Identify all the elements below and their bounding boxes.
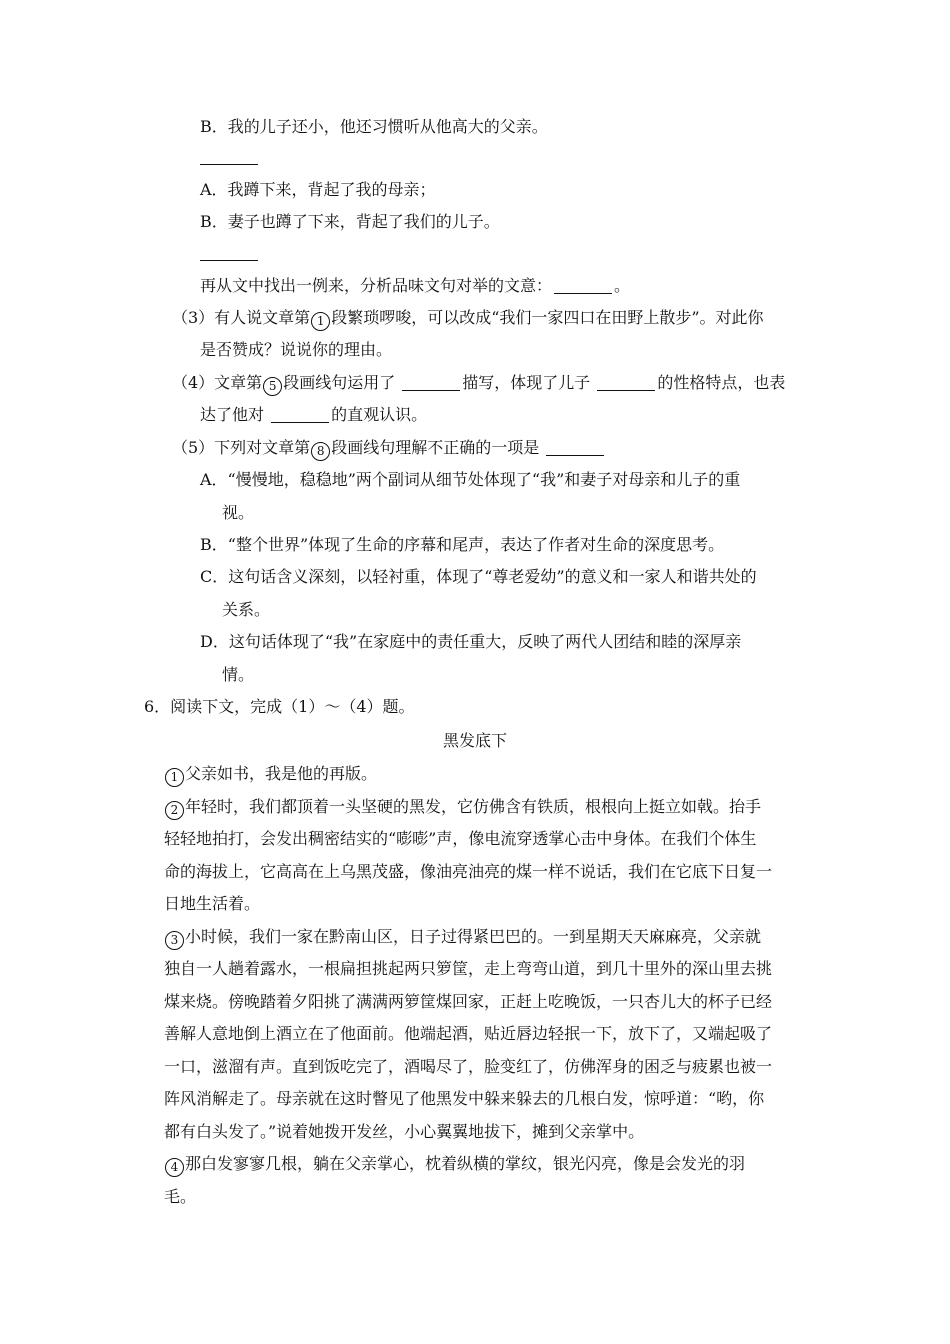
paragraph-1: 1 父亲如书，我是他的再版。 [164,764,377,787]
paragraph-3-line-7: 都有白头发了。”说着她拨开发丝，小心翼翼地拔下，摊到父亲掌中。 [164,1122,645,1141]
paragraph-3-line-3: 煤来烧。傍晚踏着夕阳挑了满满两箩筐煤回家，正赶上吃晚饭，一只杏儿大的杯子已经 [164,992,773,1011]
find-example-line: 再从文中找出一例来，分析品味文句对举的文意： 。 [200,276,631,295]
paragraph-3-line-1: 3 小时候，我们一家在黔南山区，日子过得紧巴巴的。一到星期天天麻麻亮，父亲就 [164,927,761,950]
paragraph-2-line-2: 轻轻地拍打，会发出稠密结实的“嘭嘭”声，像电流穿透掌心击中身体。在我们个体生 [164,829,757,848]
answer-blank-6[interactable] [271,406,329,423]
choice-5a-cont: 视。 [222,503,255,522]
choice-5a: A．“慢慢地，稳稳地”两个副词从细节处体现了“我”和妻子对母亲和儿子的重 [200,470,741,489]
choice-a-2: A．我蹲下来，背起了我的母亲； [200,180,436,199]
paragraph-2-line-4: 日地生活着。 [164,894,261,913]
choice-5c: C．这句话含义深刻，以轻衬重，体现了“尊老爱幼”的意义和一家人和谐共处的 [200,567,757,586]
paragraph-2-line-1: 2 年轻时，我们都顶着一头坚硬的黑发，它仿佛含有铁质，根根向上挺立如戟。抬手 [164,797,761,820]
answer-blank-3[interactable] [554,277,612,294]
answer-blank-2[interactable] [200,260,258,261]
sub-question-3-cont: 是否赞成？说说你的理由。 [200,340,393,359]
circled-number: 1 [165,768,184,787]
question-6-intro: 6．阅读下文，完成（1）～（4）题。 [144,697,415,716]
paragraph-3-line-6: 阵风消解走了。母亲就在这时瞥见了他黑发中躲来躲去的几根白发，惊呼道：“哟，你 [164,1089,765,1108]
answer-blank-4[interactable] [402,374,460,391]
choice-5d: D．这句话体现了“我”在家庭中的责任重大，反映了两代人团结和睦的深厚亲 [200,632,742,651]
paragraph-4-line-2: 毛。 [164,1187,197,1206]
choice-b-2: B．妻子也蹲了下来，背起了我们的儿子。 [200,212,500,231]
passage-title: 黑发底下 [442,731,507,750]
circled-number: 8 [311,442,330,461]
paragraph-4-line-1: 4 那白发寥寥几根，躺在父亲掌心，枕着纵横的掌纹，银光闪亮，像是会发光的羽 [164,1154,745,1177]
paragraph-2-line-3: 命的海拔上，它高高在上乌黑茂盛，像油亮油亮的煤一样不说话，我们在它底下日复一 [164,862,773,881]
paragraph-3-line-4: 善解人意地倒上酒立在了他面前。他端起酒，贴近唇边轻抿一下，放下了，又端起吸了 [164,1024,773,1043]
sub-question-4-cont: 达了他对 的直观认识。 [200,405,428,424]
choice-b-1: B．我的儿子还小，他还习惯听从他高大的父亲。 [200,117,548,136]
circled-number: 4 [165,1158,184,1177]
circled-number: 5 [263,377,282,396]
answer-blank-1[interactable] [200,164,258,165]
choice-5d-cont: 情。 [222,665,255,684]
sub-question-3: （3）有人说文章第 1 段繁琐啰唆，可以改成“我们一家四口在田野上散步”。对此你 [172,308,764,331]
choice-5c-cont: 关系。 [222,600,271,619]
paragraph-3-line-2: 独自一人趟着露水，一根扁担挑起两只箩筐，走上弯弯山道，到几十里外的深山里去挑 [164,959,773,978]
circled-number: 3 [165,931,184,950]
sub-question-4: （4）文章第 5 段画线句运用了 描写，体现了儿子 的性格特点，也表 [172,373,785,396]
answer-blank-5[interactable] [597,374,655,391]
circled-number: 2 [165,801,184,820]
paragraph-3-line-5: 一口，滋溜有声。直到饭吃完了，酒喝尽了，脸变红了，仿佛浑身的困乏与疲累也被一 [164,1057,773,1076]
choice-5b: B．“整个世界”体现了生命的序幕和尾声，表达了作者对生命的深度思考。 [200,535,725,554]
circled-number: 1 [311,312,330,331]
sub-question-5: （5）下列对文章第 8 段画线句理解不正确的一项是 [172,438,606,461]
answer-blank-7[interactable] [546,439,604,456]
